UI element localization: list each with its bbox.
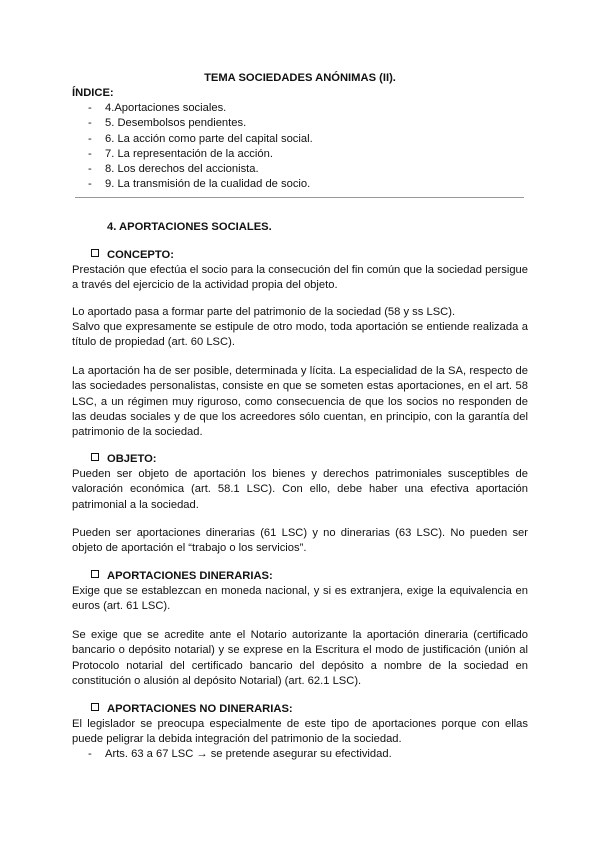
index-item: - 8. Los derechos del accionista.	[72, 162, 528, 177]
no-dinerarias-heading-text: APORTACIONES NO DINERARIAS:	[107, 703, 293, 715]
objeto-paragraph-1: Pueden ser objeto de aportación los bienes y derechos patrimoniales susceptibles de valoración económica (art. 58.1 LSC). Con ello, debe haber una efectiva aportación patrimonial a la sociedad.	[72, 468, 528, 511]
concepto-heading	[72, 248, 547, 263]
index-item: - 7. La representación de la acción.	[72, 147, 528, 162]
objeto-paragraph-2: Pueden ser aportaciones dinerarias (61 LSC) y no dinerarias (63 LSC). No pueden ser objeto de aportación el “trabajo o los servicios”.	[72, 527, 528, 555]
index-heading: ÍNDICE:	[72, 87, 114, 99]
checkbox-bullet-icon	[91, 570, 99, 578]
objeto-heading	[72, 452, 547, 467]
dinerarias-paragraph-2: Se exige que se acredite ante el Notario autorizante la aportación dineraria (certificado bancario o depósito notarial) y se exprese en la Escritura el modo de justificación (unión al Protocolo notarial del certificado bancario del depósito a nombre de la sociedad en constitución o alusión al depósito Notarial) (art. 62.1 LSC).	[72, 629, 528, 687]
bullet-item: - Arts. 63 a 67 LSC → se pretende asegurar su efectividad.	[72, 747, 528, 762]
section-heading: 4. APORTACIONES SOCIALES.	[107, 221, 272, 233]
dinerarias-heading-text: APORTACIONES DINERARIAS:	[107, 570, 273, 582]
document-title: TEMA SOCIEDADES ANÓNIMAS (II).	[204, 72, 396, 84]
concepto-paragraph-2b: Salvo que expresamente se estipule de otro modo, toda aportación se entiende realizada a título de propiedad (art. 60 LSC).	[72, 321, 528, 349]
no-dinerarias-paragraph: El legislador se preocupa especialmente de este tipo de aportaciones porque con ellas puede peligrar la debida integración del patrimonio de la sociedad.	[72, 718, 528, 746]
concepto-paragraph-1: Prestación que efectúa el socio para la consecución del fin común que la sociedad persigue a través del ejercicio de la actividad propia del objeto.	[72, 264, 528, 292]
index-item: - 4.Aportaciones sociales.	[72, 101, 528, 116]
index-list	[72, 101, 528, 193]
index-item: - 6. La acción como parte del capital social.	[72, 132, 528, 147]
checkbox-bullet-icon	[91, 703, 99, 711]
no-dinerarias-bullets	[72, 747, 528, 762]
index-item: - 9. La transmisión de la cualidad de socio.	[72, 177, 528, 192]
dinerarias-paragraph-1: Exige que se establezcan en moneda nacional, y si es extranjera, exige la equivalencia en euros (art. 61 LSC).	[72, 585, 528, 613]
divider	[75, 197, 524, 198]
checkbox-bullet-icon	[91, 249, 99, 257]
index-item: - 5. Desembolsos pendientes.	[72, 116, 528, 131]
dinerarias-heading	[72, 569, 547, 584]
concepto-heading-text: CONCEPTO:	[107, 249, 174, 261]
concepto-paragraph-2a: Lo aportado pasa a formar parte del patrimonio de la sociedad (58 y ss LSC).	[72, 306, 456, 318]
concepto-paragraph-3: La aportación ha de ser posible, determinada y lícita. La especialidad de la SA, respecto de las sociedades personalistas, consiste en que se someten estas aportaciones, en el art. 58 LSC, a un régimen muy riguroso, como consecuencia de que los socios no responden de las deudas sociales y de que los acreedores sólo cuentan, en principio, con la garantía del patrimonio de la sociedad.	[72, 365, 528, 439]
objeto-heading-text: OBJETO:	[107, 453, 157, 465]
checkbox-bullet-icon	[91, 453, 99, 461]
no-dinerarias-heading	[72, 702, 547, 717]
